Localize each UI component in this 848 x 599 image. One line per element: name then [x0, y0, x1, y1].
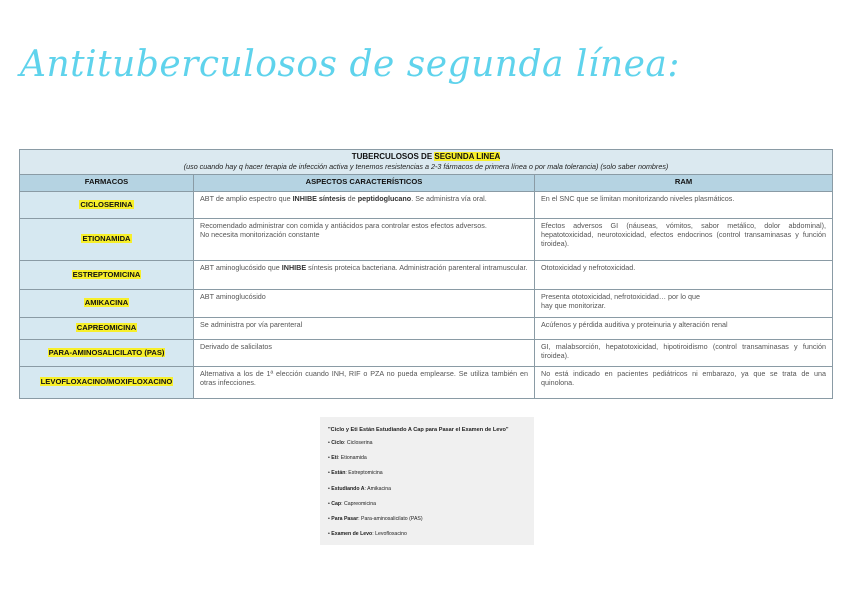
ram-cell: Presenta ototoxicidad, nefrotoxicidad… por lo que hay que monitorizar. [535, 289, 833, 317]
table-row [20, 260, 833, 289]
table-row [20, 191, 833, 218]
mnemonic-item: • Estudiando A: Amikacina [328, 485, 392, 492]
mnemonic-item: • Están: Estreptomicina [328, 470, 383, 477]
second-line-tb-table [19, 149, 833, 399]
table-subtitle: (uso cuando hay q hacer terapia de infección activa y tenemos resistencias a 2-3 fármacos de primera línea o por mala tolerancia) (solo saber nombres) [183, 162, 669, 172]
mnemonic-item: • Ciclo: Cicloserina [328, 440, 373, 446]
drug-name: ETIONAMIDA [82, 234, 131, 244]
drug-name: CICLOSERINA [80, 199, 133, 209]
ram-cell: No está indicado en pacientes pediátricos ni embarazo, ya que se trata de una quinolona. [535, 366, 833, 398]
column-header-drugs: FARMACOS [20, 174, 194, 191]
table-header-row [20, 174, 833, 191]
drug-name: PARA-AMINOSALICILATO (PAS) [48, 347, 165, 357]
ram-cell: Acúfenos y pérdida auditiva y proteinuria y alteración renal [535, 317, 833, 339]
table-row [20, 289, 833, 317]
aspects-cell: Recomendado administrar con comida y antiácidos para controlar estos efectos adversos. No necesita monitorización constante [194, 218, 535, 260]
aspects-cell: Derivado de salicilatos [194, 339, 535, 366]
aspects-cell: Alternativa a los de 1ª elección cuando INH, RIF o PZA no pueda emplearse. Se utiliza también en otras infecciones. [194, 366, 535, 398]
table-row [20, 339, 833, 366]
drug-name: AMIKACINA [84, 298, 129, 308]
column-header-ram: RAM [535, 174, 833, 191]
aspects-cell: ABT de amplio espectro que INHIBE síntesis de peptidoglucano. Se administra vía oral. [194, 191, 535, 218]
drug-cell [20, 218, 194, 260]
drug-cell [20, 191, 194, 218]
mnemonic-item: • Para Pasar: Para-aminosalicilato (PAS) [328, 515, 423, 522]
mnemonic-item: • Cap: Capreomicina [328, 500, 376, 507]
drug-name: CAPREOMICINA [76, 323, 137, 333]
mnemonic-item: • Eti: Etionamida [328, 455, 367, 462]
mnemonic-box [320, 417, 534, 545]
ram-cell: En el SNC que se limitan monitorizando niveles plasmáticos. [535, 191, 833, 218]
table-caption-row [20, 150, 833, 175]
drug-name: LEVOFLOXACINO/MOXIFLOXACINO [40, 377, 173, 387]
table-title: TUBERCULOSOS DE SEGUNDA LINEA [351, 152, 501, 161]
drug-cell [20, 317, 194, 339]
ram-cell: GI, malabsorción, hepatotoxicidad, hipotiroidismo (control transaminasas y función tiroidea). [535, 339, 833, 366]
table-row [20, 218, 833, 260]
drug-name: ESTREPTOMICINA [72, 269, 141, 279]
mnemonic-item: • Examen de Levo: Levofloxacino [328, 531, 407, 538]
table-row [20, 317, 833, 339]
column-header-aspects: ASPECTOS CARACTERÍSTICOS [194, 174, 535, 191]
aspects-cell: Se administra por vía parenteral [194, 317, 535, 339]
drug-cell [20, 289, 194, 317]
title-highlight: SEGUNDA LINEA [434, 152, 501, 161]
ram-cell: Efectos adversos GI (náuseas, vómitos, sabor metálico, dolor abdominal), hepatotoxicidad, neurotoxicidad, efectos endocrinos (control transaminasas y función tiroidea). [535, 218, 833, 260]
drug-cell [20, 260, 194, 289]
drug-cell [20, 339, 194, 366]
ram-cell: Ototoxicidad y nefrotoxicidad. [535, 260, 833, 289]
drug-cell [20, 366, 194, 398]
aspects-cell: ABT aminoglucósido que INHIBE síntesis proteica bacteriana. Administración parenteral intramuscular. [194, 260, 535, 289]
table-row [20, 366, 833, 398]
table-caption [20, 150, 833, 175]
handwritten-title: Antituberculosos de segunda línea: [20, 44, 681, 85]
aspects-cell: ABT aminoglucósido [194, 289, 535, 317]
mnemonic-title: "Ciclo y Eti Están Estudiando A Cap para Pasar el Examen de Levo" [328, 427, 509, 433]
